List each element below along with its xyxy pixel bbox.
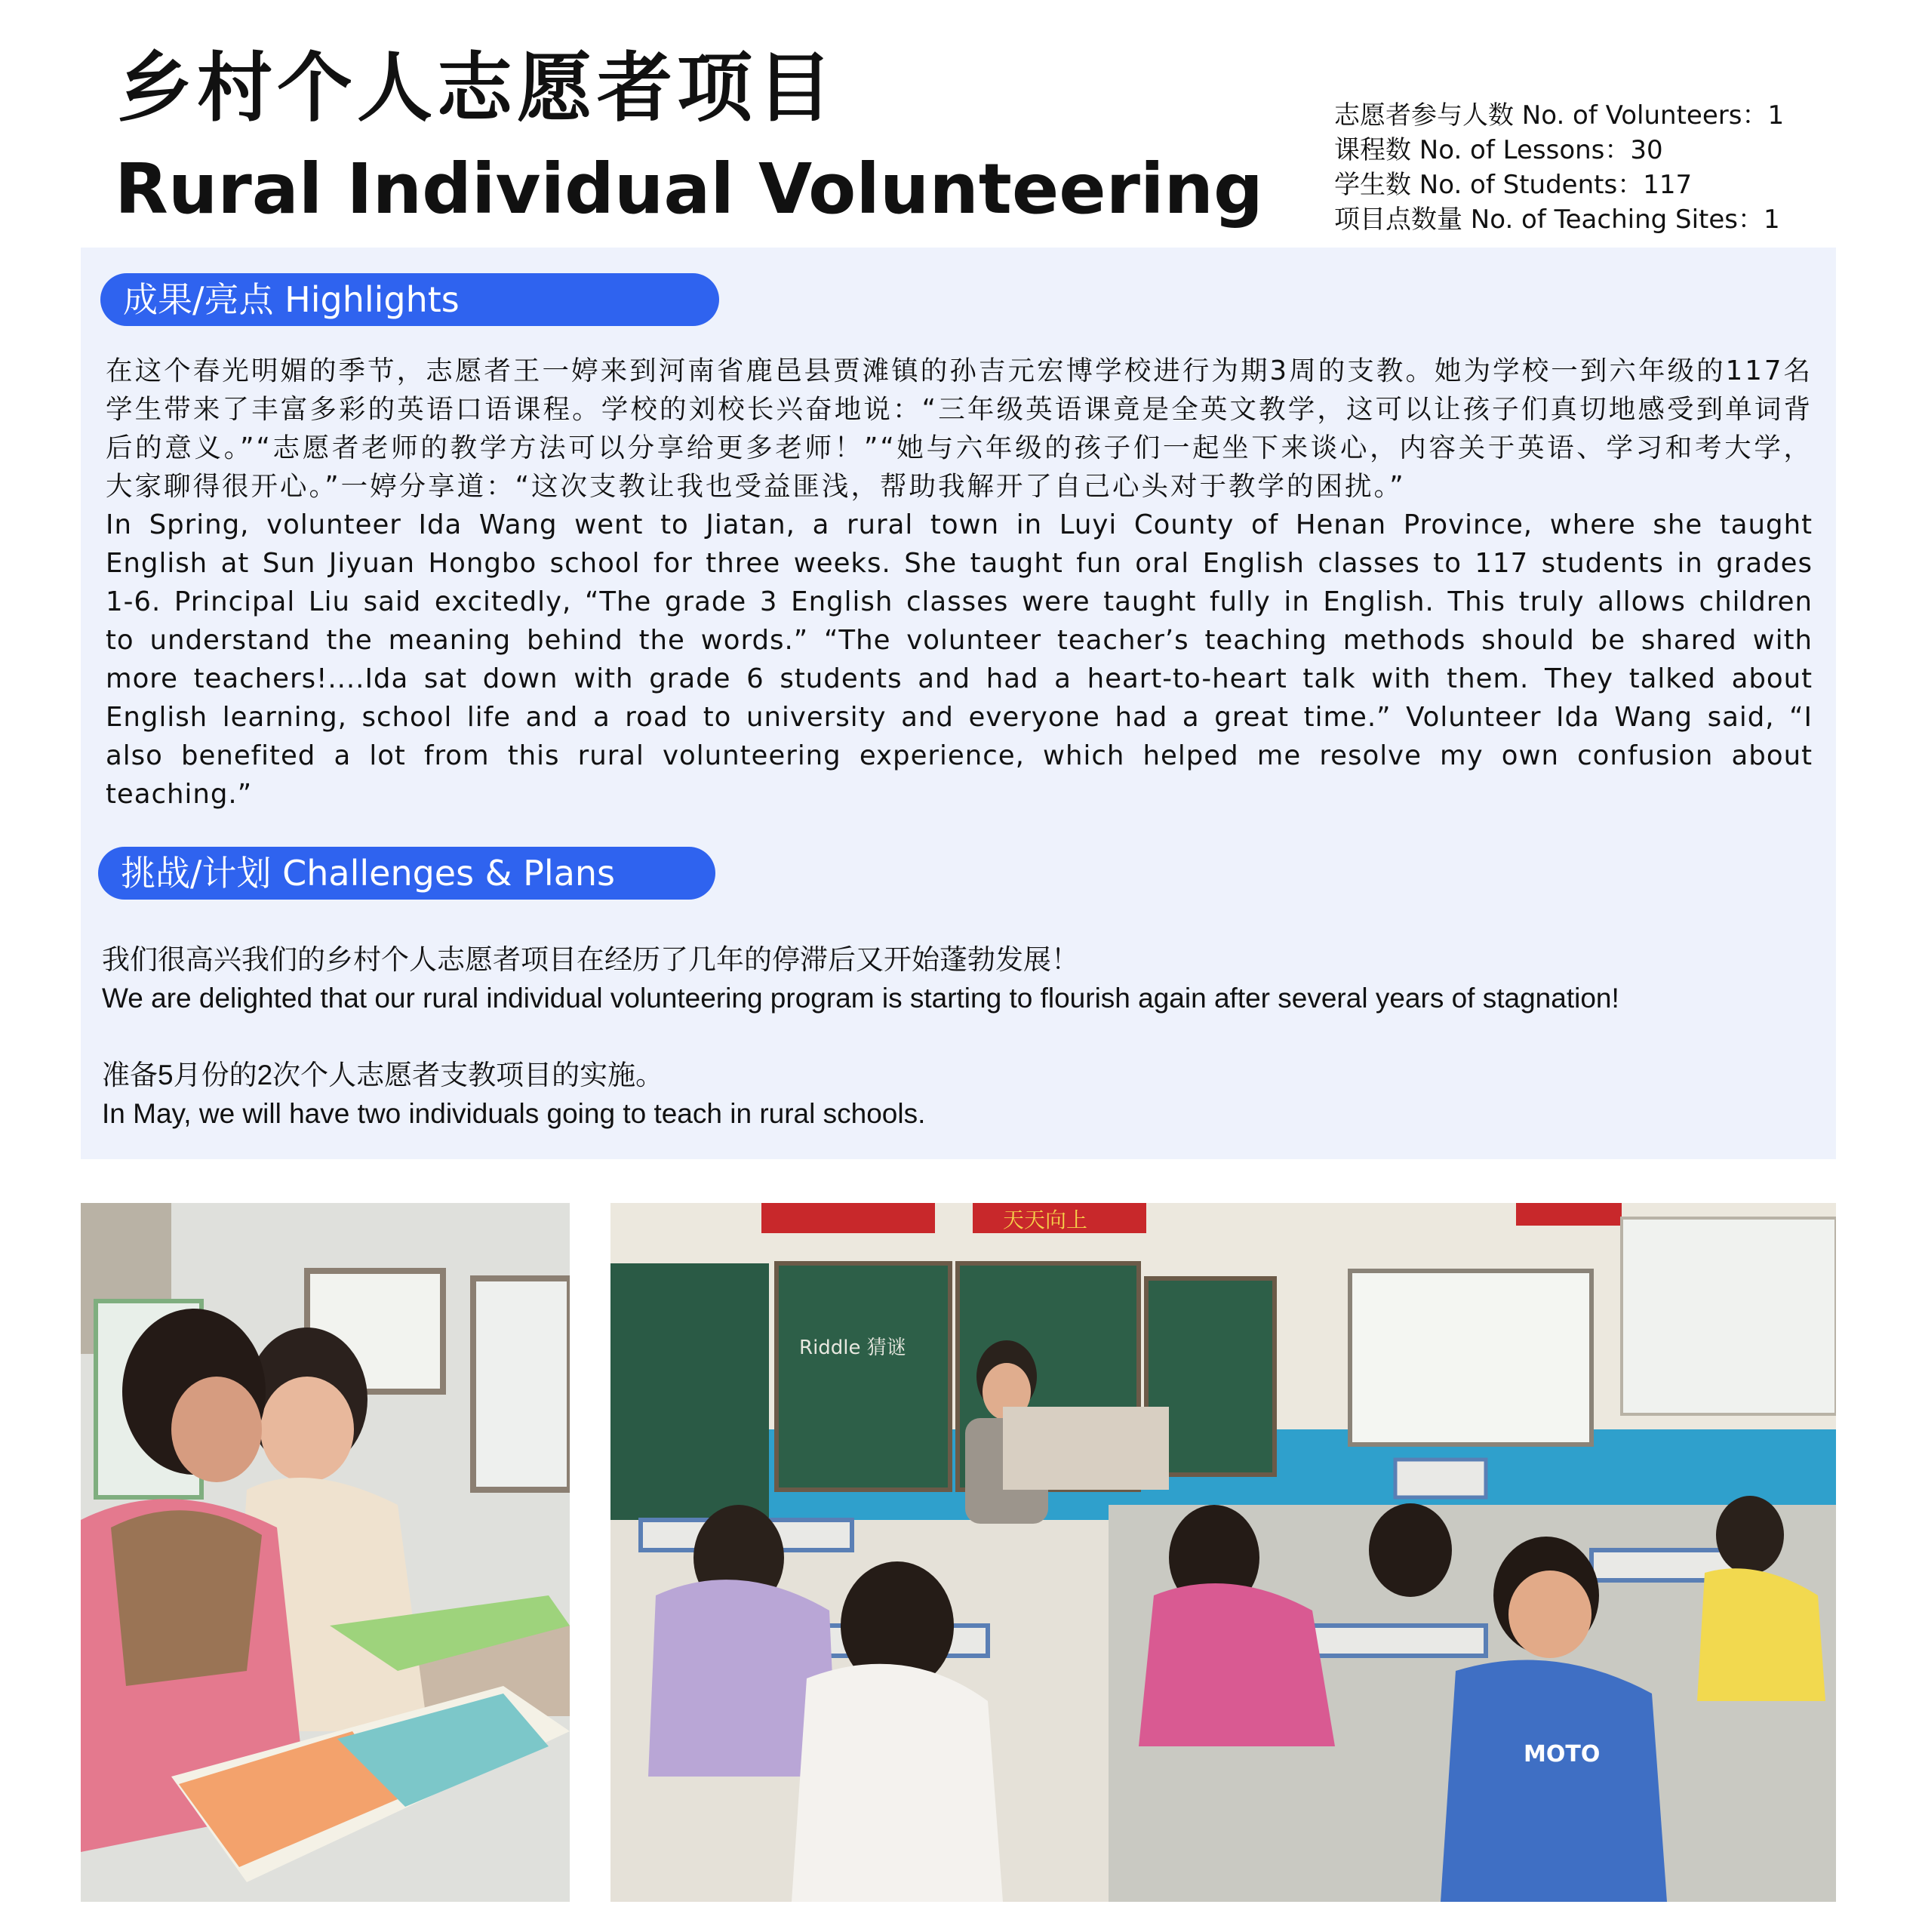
photo-reading-illustration [81, 1203, 570, 1902]
plans-spacer [102, 1017, 1815, 1056]
stats-block [1334, 98, 1784, 237]
highlights-text-zh: 在这个春光明媚的季节，志愿者王一婷来到河南省鹿邑县贾滩镇的孙吉元宏博学校进行为期3周的支教。她为学校一到六年级的117名学生带来了丰富多彩的英语口语课程。学校的刘校长兴奋地说：“三年级英语课竟是全英文教学，这可以让孩子们真切地感受到单词背后的意义。”“志愿者老师的教学方法可以分享给更多老师！”“她与六年级的孩子们一起坐下来谈心，内容关于英语、学习和考大学，大家聊得很开心。”一婷分享道：“这次支教让我也受益匪浅，帮助我解开了自己心头对于教学的困扰。” [106, 355, 1813, 502]
plans-p2-zh: 准备5月份的2次个人志愿者支教项目的实施。 [102, 1060, 664, 1091]
stat-volunteers: 志愿者参与人数 No. of Volunteers：1 [1334, 100, 1785, 131]
highlights-heading: 成果/亮点 Highlights [100, 273, 719, 326]
plans-body [102, 940, 1815, 1133]
stat-lessons: 课程数 No. of Lessons：30 [1334, 135, 1663, 165]
stat-teaching-sites: 项目点数量 No. of Teaching Sites：1 [1334, 205, 1780, 235]
plans-p2-en: In May, we will have two individuals going to teach in rural schools. [102, 1098, 926, 1129]
shirt-text: MOTO [1524, 1741, 1601, 1767]
photo-classroom-illustration [610, 1203, 1836, 1902]
plans-p1-zh: 我们很高兴我们的乡村个人志愿者项目在经历了几年的停滞后又开始蓬勃发展！ [102, 944, 1079, 975]
plans-heading: 挑战/计划 Challenges & Plans [98, 847, 715, 900]
highlights-text-en: In Spring, volunteer Ida Wang went to Jiatan, a rural town in Luyi County of Henan Province, where she taught English at Sun Jiyuan Hongbo school for three weeks. She taught fun oral English classes to 117 students in grades 1-6. Principal Liu said excitedly, “The grade 3 English classes were taught fully in English. This truly allows children to understand the meaning behind the words.” “The volunteer teacher’s teaching methods should be shared with more teachers!....Ida sat down with grade 6 students and had a heart-to-heart talk with them. They talked about English learning, school life and a road to university and everyone had a great time.” Volunteer Ida Wang said, “I also benefited a lot from this rural volunteering experience, which helped me resolve my own confusion about teaching.” [106, 509, 1813, 810]
banner-text: 天天向上 [1003, 1208, 1088, 1232]
photo-classroom [610, 1203, 1836, 1902]
plans-p1-en: We are delighted that our rural individual volunteering program is starting to flourish again after several years of stagnation! [102, 983, 1619, 1014]
board-text: Riddle 猜谜 [799, 1337, 906, 1359]
page-title-en: Rural Individual Volunteering [115, 149, 1263, 229]
stat-students: 学生数 No. of Students：117 [1334, 170, 1693, 200]
photo-reading-together [81, 1203, 570, 1902]
page-title-zh: 乡村个人志愿者项目 [117, 44, 837, 132]
highlights-body [106, 352, 1813, 814]
